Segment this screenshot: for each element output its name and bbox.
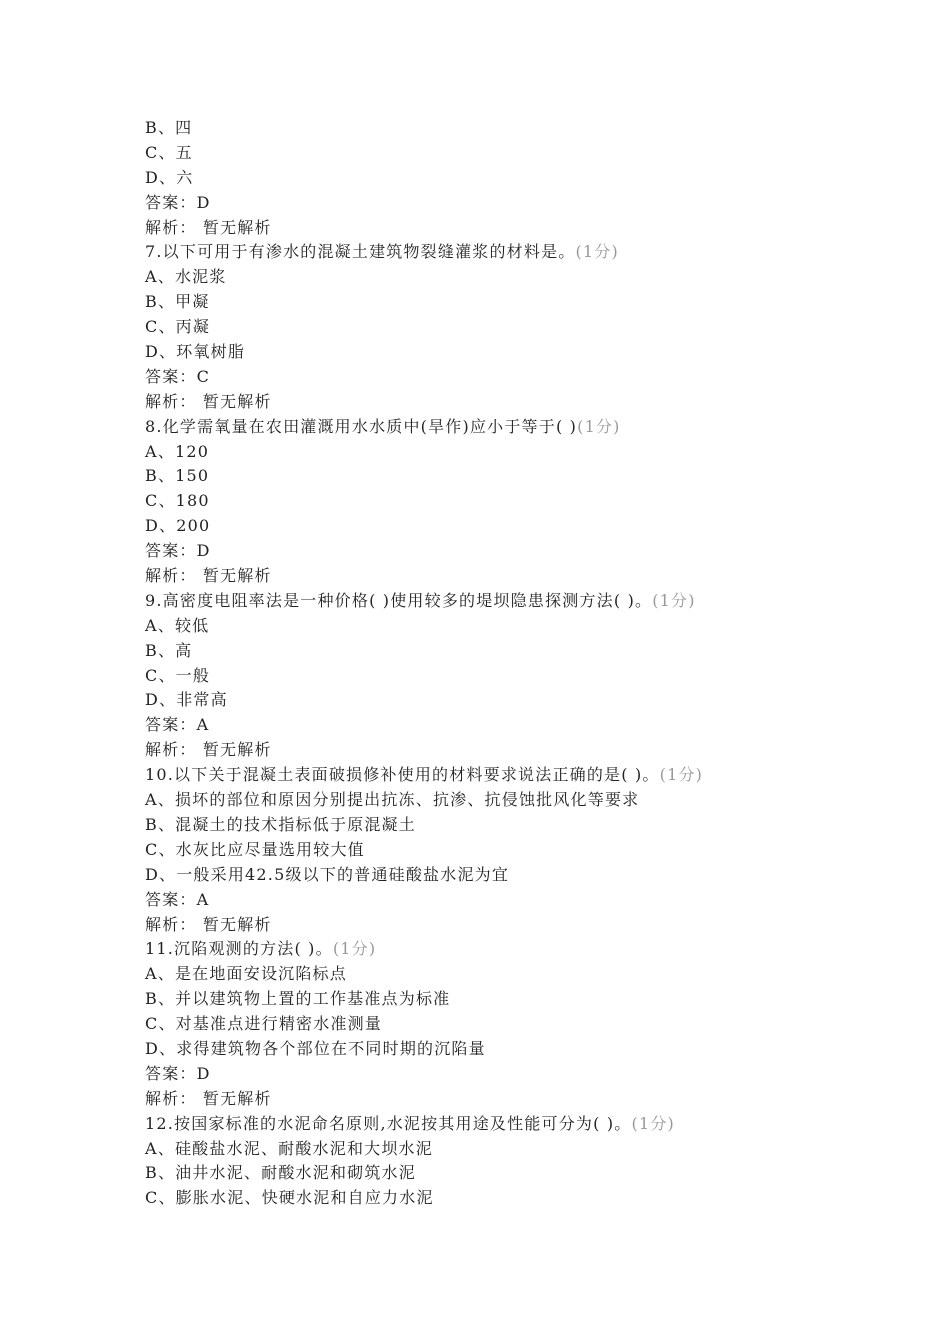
analysis-line [145, 564, 905, 589]
option-line [145, 514, 905, 539]
option-line [145, 614, 905, 639]
option-text: B、150 [145, 466, 210, 486]
question-text: 7.以下可用于有渗水的混凝土建筑物裂缝灌浆的材料是。 [145, 242, 576, 262]
analysis-text: 解析： 暂无解析 [145, 391, 272, 411]
answer-text: 答案：D [145, 192, 211, 212]
answer-line [145, 365, 905, 390]
question-text: 12.按国家标准的水泥命名原则,水泥按其用途及性能可分为( )。 [145, 1113, 632, 1133]
option-line [145, 788, 905, 813]
option-line [145, 1186, 905, 1211]
score-label: (1分) [659, 765, 704, 785]
analysis-text: 解析： 暂无解析 [145, 740, 272, 760]
option-line [145, 290, 905, 315]
question-line [145, 937, 905, 962]
option-line [145, 489, 905, 514]
option-text: A、较低 [145, 615, 210, 635]
question-line [145, 240, 905, 265]
option-line [145, 265, 905, 290]
option-text: C、膨胀水泥、快硬水泥和自应力水泥 [145, 1188, 434, 1208]
option-line [145, 688, 905, 713]
option-text: D、一般采用42.5级以下的普通硅酸盐水泥为宜 [145, 864, 510, 884]
question-text: 10.以下关于混凝土表面破损修补使用的材料要求说法正确的是( )。 [145, 765, 660, 785]
option-line [145, 116, 905, 141]
option-line [145, 1037, 905, 1062]
option-line [145, 440, 905, 465]
option-text: A、120 [145, 441, 210, 461]
question-text: 8.化学需氧量在农田灌溉用水水质中(旱作)应小于等于( ) [145, 416, 578, 436]
option-line [145, 987, 905, 1012]
score-label: (1分) [631, 1113, 675, 1133]
option-text: D、环氧树脂 [145, 342, 246, 362]
question-line [145, 589, 905, 614]
answer-line [145, 191, 905, 216]
option-line [145, 141, 905, 166]
option-line [145, 166, 905, 191]
option-text: B、并以建筑物上置的工作基准点为标准 [145, 989, 451, 1009]
option-line [145, 1012, 905, 1037]
option-text: A、损坏的部位和原因分别提出抗冻、抗渗、抗侵蚀批风化等要求 [145, 790, 640, 810]
answer-text: 答案：A [145, 715, 210, 735]
score-label: (1分) [332, 939, 377, 959]
document-page [145, 116, 905, 1211]
question-text: 9.高密度电阻率法是一种价格( )使用较多的堤坝隐患探测方法( )。 [145, 590, 653, 610]
option-text: A、硅酸盐水泥、耐酸水泥和大坝水泥 [145, 1138, 433, 1158]
answer-text: 答案：C [145, 366, 211, 386]
option-text: A、水泥浆 [145, 267, 227, 287]
analysis-line [145, 216, 905, 241]
option-line [145, 962, 905, 987]
question-line [145, 1112, 905, 1137]
answer-text: 答案：D [145, 541, 211, 561]
option-text: C、一般 [145, 665, 211, 685]
option-text: C、180 [145, 491, 210, 511]
analysis-line [145, 1087, 905, 1112]
option-line [145, 838, 905, 863]
question-text: 11.沉陷观测的方法( )。 [145, 939, 333, 959]
answer-line [145, 1062, 905, 1087]
option-text: B、甲凝 [145, 292, 210, 312]
option-line [145, 340, 905, 365]
option-text: B、四 [145, 118, 193, 137]
option-text: D、求得建筑物各个部位在不同时期的沉陷量 [145, 1038, 486, 1058]
answer-line [145, 888, 905, 913]
option-line [145, 315, 905, 340]
question-line [145, 763, 905, 788]
option-text: C、水灰比应尽量选用较大值 [145, 839, 365, 859]
question-line [145, 415, 905, 440]
option-text: A、是在地面安设沉陷标点 [145, 964, 347, 984]
option-text: D、非常高 [145, 690, 228, 710]
analysis-text: 解析： 暂无解析 [145, 566, 272, 586]
analysis-text: 解析： 暂无解析 [145, 217, 272, 237]
score-label: (1分) [577, 416, 621, 436]
answer-line [145, 713, 905, 738]
score-label: (1分) [575, 242, 619, 262]
option-text: C、丙凝 [145, 317, 211, 337]
option-line [145, 639, 905, 664]
option-line [145, 664, 905, 689]
option-text: D、200 [145, 516, 211, 536]
analysis-line [145, 390, 905, 415]
option-text: B、油井水泥、耐酸水泥和砌筑水泥 [145, 1163, 416, 1183]
option-text: C、对基准点进行精密水准测量 [145, 1014, 383, 1034]
option-text: B、高 [145, 640, 193, 660]
answer-text: 答案：A [145, 889, 210, 909]
analysis-line [145, 738, 905, 763]
option-line [145, 1161, 905, 1186]
analysis-line [145, 913, 905, 938]
option-line [145, 813, 905, 838]
option-line [145, 464, 905, 489]
analysis-text: 解析： 暂无解析 [145, 914, 272, 934]
option-line [145, 863, 905, 888]
analysis-text: 解析： 暂无解析 [145, 1088, 272, 1108]
option-text: B、混凝土的技术指标低于原混凝土 [145, 814, 416, 834]
option-line [145, 1137, 905, 1162]
answer-text: 答案：D [145, 1063, 211, 1083]
score-label: (1分) [652, 590, 696, 610]
option-text: C、五 [145, 142, 193, 162]
option-text: D、六 [145, 167, 194, 187]
answer-line [145, 539, 905, 564]
